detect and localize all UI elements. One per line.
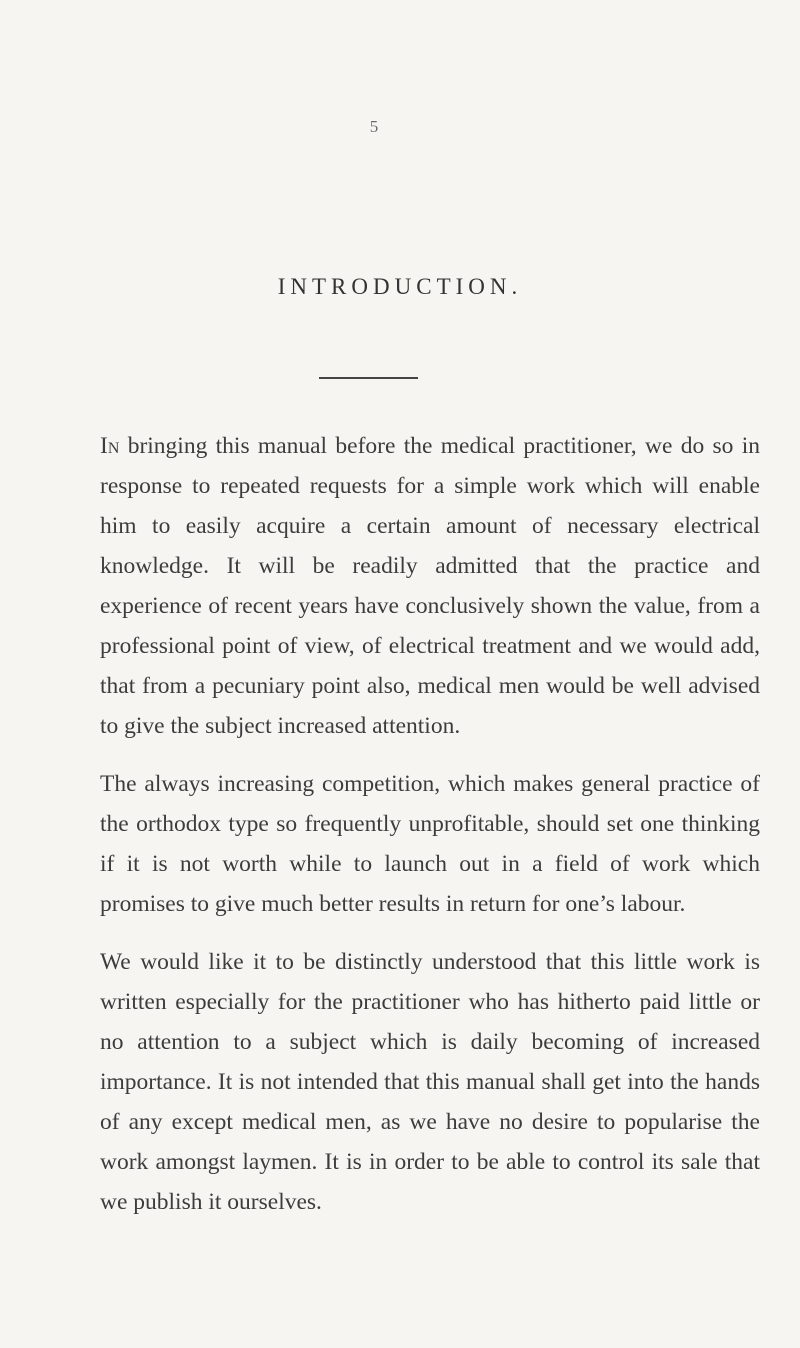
- chapter-title: INTRODUCTION.: [277, 274, 523, 299]
- page-number: 5: [369, 117, 379, 136]
- body-text: [0, 426, 760, 1240]
- paragraph-1: [100, 426, 760, 746]
- paragraph-2: The always increasing competition, which makes general practice of the orthodox type so frequently unprofitable, should set one thinking if it is not worth while to launch out in a field of work which promises to give much better results in return for one’s labour.: [100, 771, 760, 917]
- paragraph-1-text: bringing this manual before the medical practitioner, we do so in response to repeated requests for a simple work which will enable him to easily acquire a certain amount of necessary electrical knowledge. It will be readily admitted that the practice and experience of recent years have conclusively shown the value, from a professional point of view, of electrical treatment and we would add, that from a pecuniary point also, medical men would be well advised to give the subject increased attention.: [100, 433, 760, 739]
- paragraph-3: We would like it to be distinctly understood that this little work is written especially for the practitioner who has hitherto paid little or no attention to a subject which is daily becoming of increased importance. It is not intended that this manual shall get into the hands of any except medical men, as we have no desire to popularise the work amongst laymen. It is in order to be able to control its sale that we publish it ourselves.: [100, 949, 760, 1215]
- paragraph-1-lead: In: [100, 433, 120, 459]
- title-divider: [319, 377, 418, 379]
